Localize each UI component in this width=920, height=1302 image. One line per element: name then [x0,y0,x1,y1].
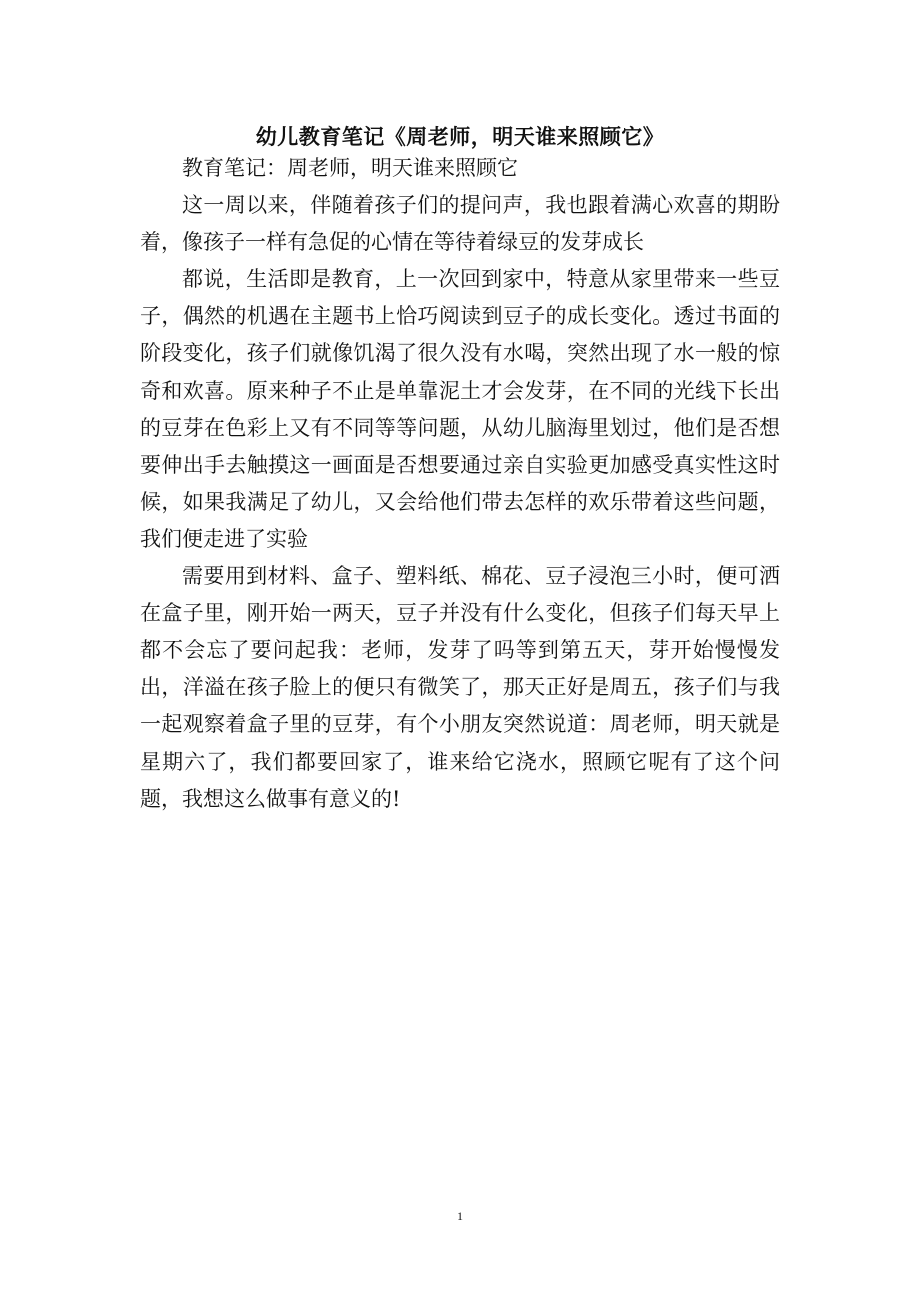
paragraph-intro: 这一周以来，伴随着孩子们的提问声，我也跟着满心欢喜的期盼着，像孩子一样有急促的心情在等待着绿豆的发芽成长 [140,193,780,255]
paragraph-education: 都说，生活即是教育，上一次回到家中，特意从家里带来一些豆子，偶然的机遇在主题书上恰巧阅读到豆子的成长变化。透过书面的阶段变化，孩子们就像饥渴了很久没有水喝，突然出现了水一般的惊奇和欢喜。原来种子不止是单靠泥土才会发芽，在不同的光线下长出的豆芽在色彩上又有不同等等问题，从幼儿脑海里划过，他们是否想要伸出手去触摸这一画面是否想要通过亲自实验更加感受真实性这时候，如果我满足了幼儿，又会给他们带去怎样的欢乐带着这些问题，我们便走进了实验 [140,267,780,551]
document-title: 幼儿教育笔记《周老师，明天谁来照顾它》 [255,124,665,150]
paragraph-subtitle: 教育笔记：周老师，明天谁来照顾它 [182,156,518,180]
page-number: 1 [457,1209,463,1223]
paragraph-experiment: 需要用到材料、盒子、塑料纸、棉花、豆子浸泡三小时，便可洒在盒子里，刚开始一两天，豆子并没有什么变化，但孩子们每天早上都不会忘了要问起我：老师，发芽了吗等到第五天，芽开始慢慢发出，洋溢在孩子脸上的便只有微笑了，那天正好是周五，孩子们与我一起观察着盒子里的豆芽，有个小朋友突然说道：周老师，明天就是星期六了，我们都要回家了，谁来给它浇水，照顾它呢有了这个问题，我想这么做事有意义的! [140,564,780,811]
document-body [140,150,780,818]
